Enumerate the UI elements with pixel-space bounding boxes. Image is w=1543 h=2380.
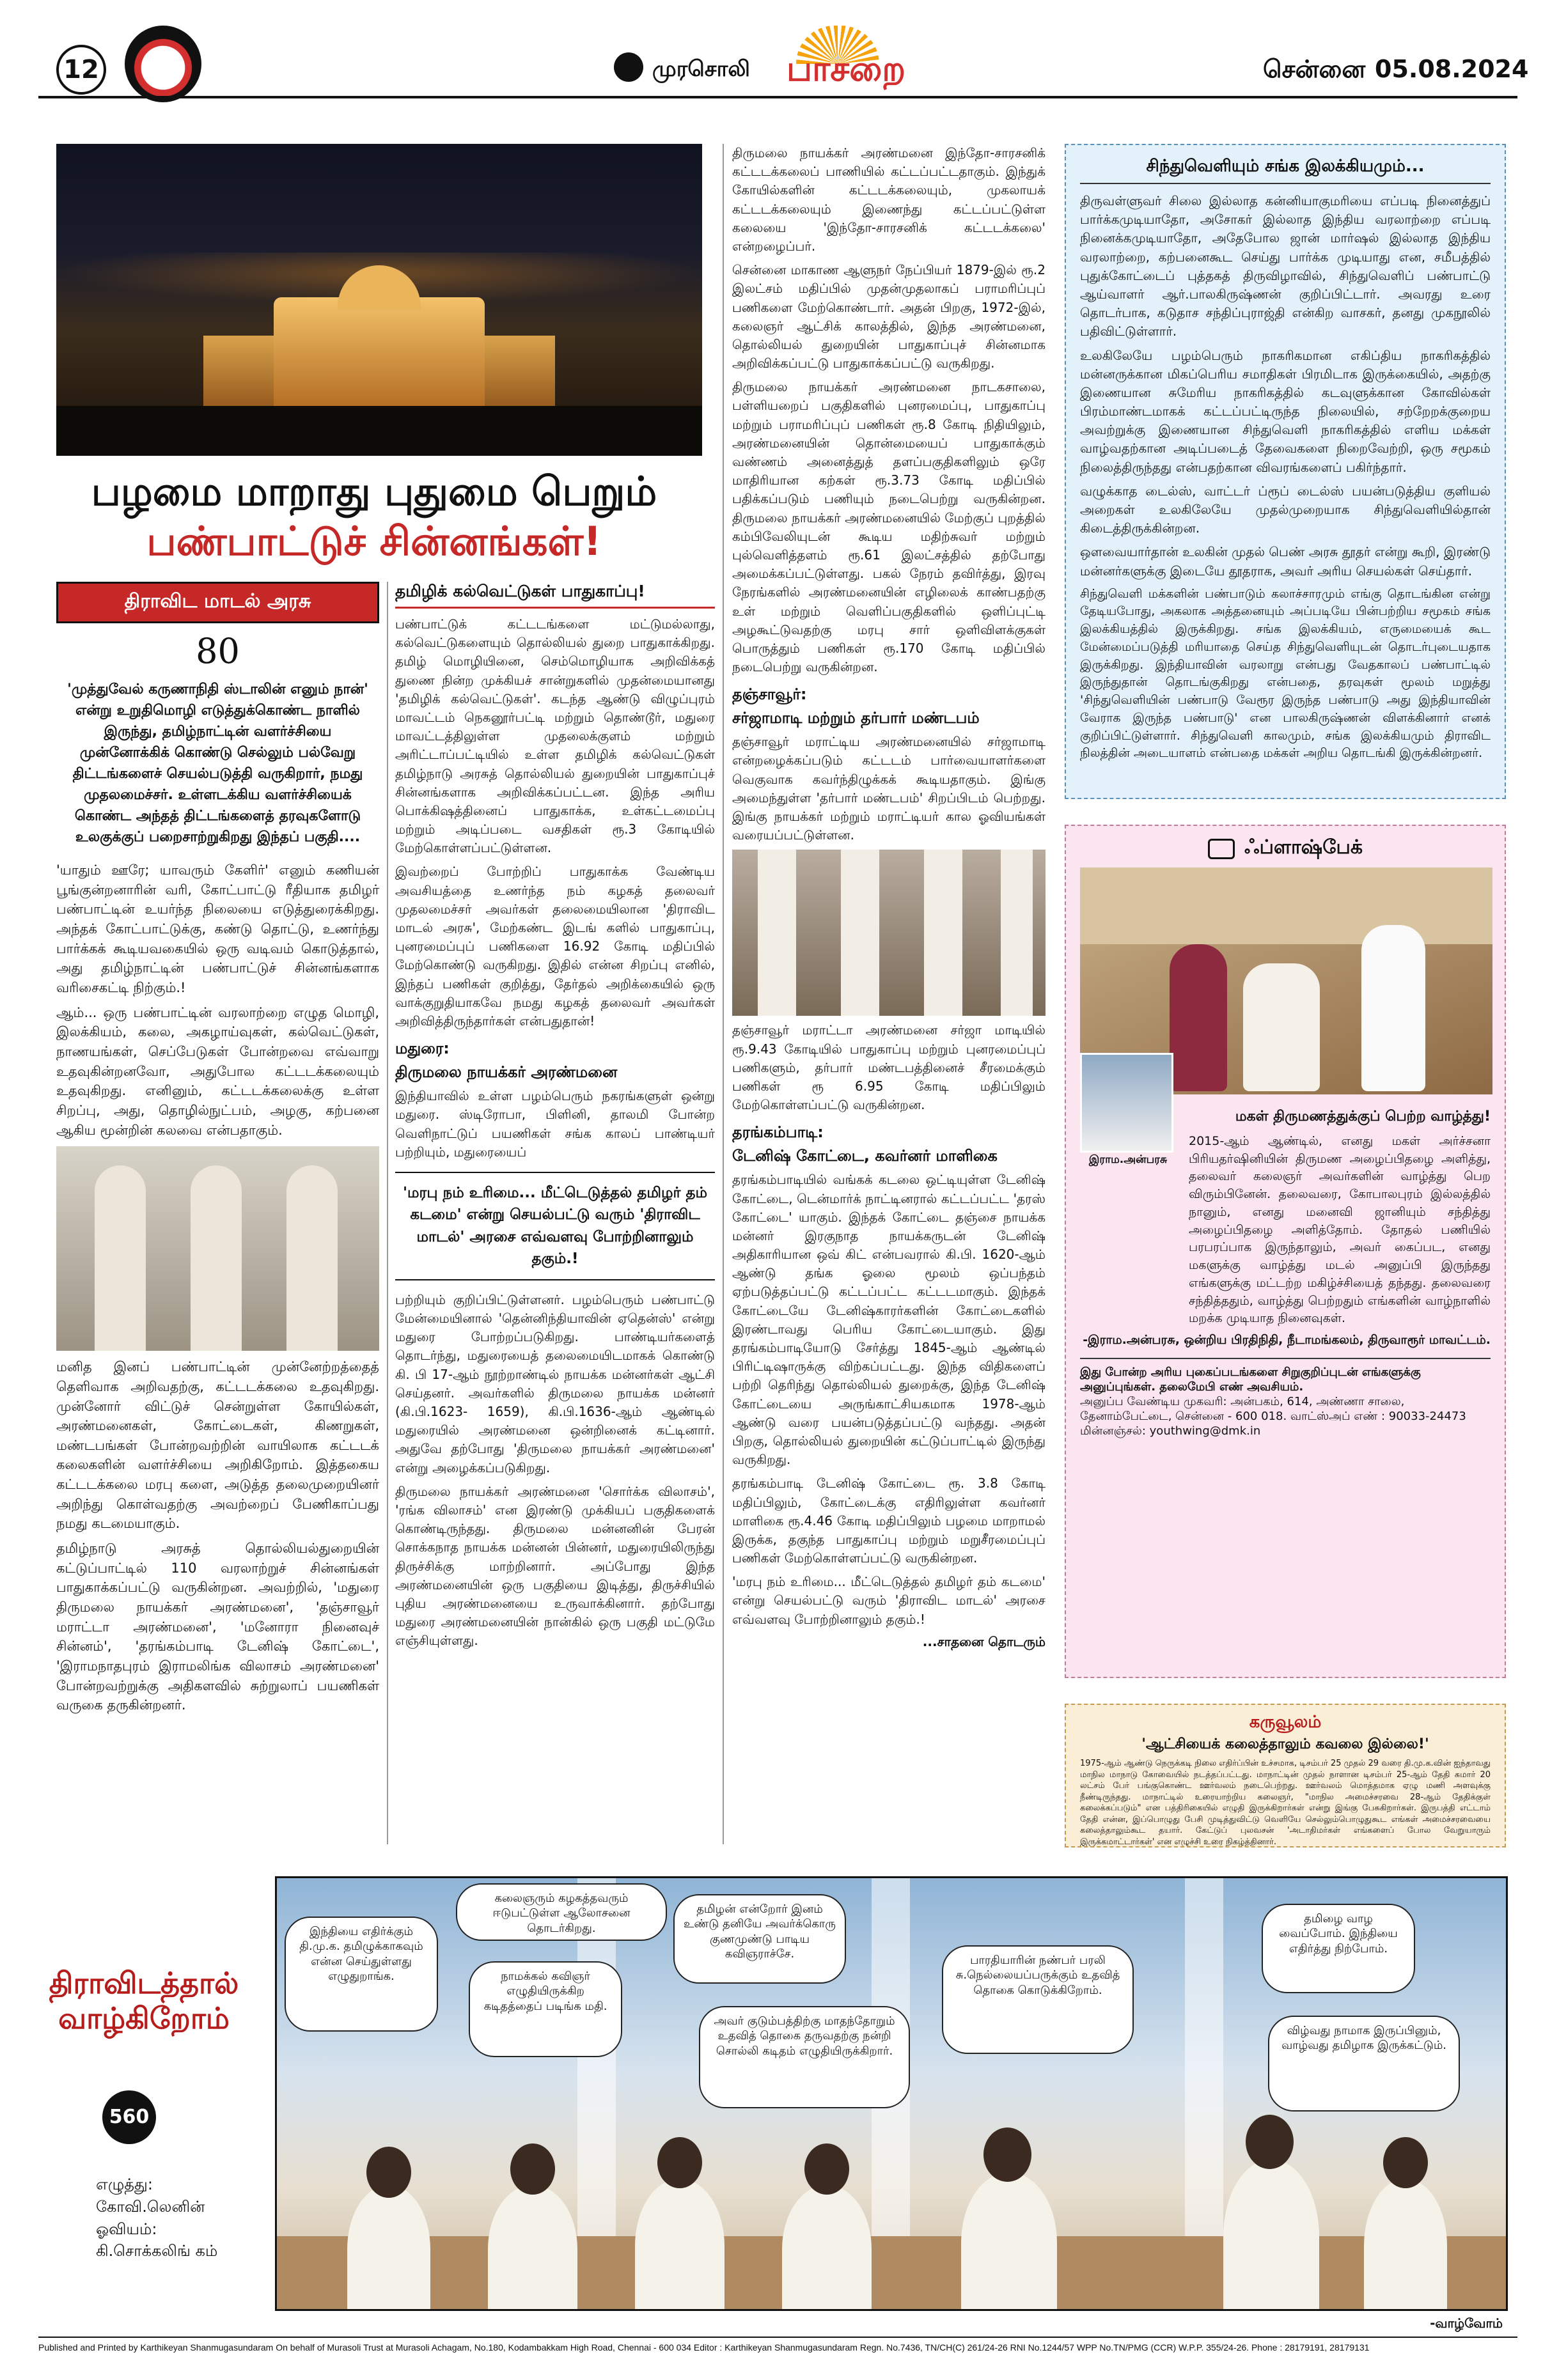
artist-label: ஓவியம்: [96,2220,157,2238]
flashback-box [1065,825,1506,1678]
speech-bubble-7: தமிழை வாழ வைப்போம். இந்தியை எதிர்த்து நிற்போம். [1262,1904,1415,1993]
karuvoolam-subtitle: 'ஆட்சியைக் கலைத்தாலும் கவலை இல்லை!' [1141,1736,1429,1752]
col2-para-5: திருமலை நாயக்கர் அரண்மனை 'சொர்க்க விலாசம்', 'ரங்க விலாசம்' என இரண்டு முக்கியப் பகுதிகளைக் கொண்டிருந்தது. திருமலை மன்னனின் பேரன் சொக்கநாத நாயக்க மன்னன் பின்னர், மதுரையிலிருந்து திருச்சிக்கு மாற்றினார். அப்போது இந்த அரண்மனையின் ஒரு பகுதியை இடித்து, திருச்சியில் புதிய அரண்மனையை உருவாக்கினார். தற்போது மதுரை அரண்மனையின் நான்கில் ஒரு பகுதி மட்டுமே எஞ்சியுள்ளது. [395,1483,715,1649]
brand-left: முரசொலி [652,56,750,82]
comic-title-line1: திராவிடத்தால் [49,1966,239,2000]
comic-credits [96,2174,217,2262]
col3-photo-caption: தஞ்சாவூர் மராட்டா அரண்மனை சர்ஜா மாடியில் ரூ.9.43 கோடியில் பாதுகாப்பு மற்றும் புனரமைப்புப் பணிகளும், தர்பார் மண்டபத்தினைச் சீரமைக்கும் பணிகள் ரூ 6.95 கோடி மதிப்பிலும் மேற்கொள்ளப்பட்டு வருகின்றன. [732,1022,1046,1113]
flashback-address: அனுப்ப வேண்டிய முகவரி: அன்பகம், 614, அண்ணா சாலை, தேனாம்பேட்டை, சென்னை - 600 018. வாட்ஸ்அப் எண் : 90033-24473 [1080,1395,1466,1424]
continued-note: ...சாதனை தொடரும் [922,1633,1046,1649]
col-divider-1 [387,582,388,1844]
speech-bubble-1: இந்தியை எதிர்க்கும் தி.மு.க. தமிழுக்காகவும் என்ன செய்துள்ளது எழுதுறாங்க. [285,1917,438,2032]
speech-bubble-6: பாரதியாரின் நண்பர் பரலி சு.நெல்லையப்பருக்கும் உதவித் தொகை கொடுக்கிறோம். [942,1945,1134,2054]
footer-rule [38,2337,1517,2338]
sarja-madi-photo [732,850,1046,1016]
speech-bubble-4: தமிழன் என்றோர் இனம் உண்டு தனியே அவர்க்கொரு குணமுண்டு பாடிய கவிஞராச்சே. [673,1894,846,1984]
col3-subhead-2: சர்ஜாமாடி மற்றும் தர்பார் மண்டபம் [732,709,980,727]
masthead [0,0,1543,96]
page-number: 12 [56,45,106,95]
sindhu-para-4: ஒளவையார்தான் உலகின் முதல் பெண் அரசு தூதர் என்று கூறி, இரண்டு மன்னர்களுக்கு இடையே தூதராக, அவர் அரிய செயல்கள் செய்தார். [1080,544,1491,579]
col1-para-1: 'யாதும் ஊரே; யாவரும் கேளிர்' எனும் கணியன் பூங்குன்றனாரின் வரி, கோட்பாட்டு ரீதியாக தமிழர் பண்பாட்டின் உயர்ந்த நிலையை எடுத்துரைக்கிறது. அந்தக் கோட்பாட்டுக்கு, கண்டு தொட்டு, உணர்ந்து பார்க்கக் கூடியவகையில் ஒரு வடிவம் கொடுத்தால், அது தமிழ்நாட்டின் பண்பாட்டுச் சின்னங்களாக வரிசைகட்டி நிற்கும்.! [56,862,379,995]
col2-subhead: மதுரை: [395,1039,450,1058]
col3-para-5: தரங்கம்பாடியில் வங்கக் கடலை ஒட்டியுள்ள டேனிஷ் கோட்டை, டென்மார்க் நாட்டினரால் கட்டப்பட்ட 'தரஸ் கோட்டை' யாகும். இந்தக் கோட்டை தஞ்சை நாயக்க மன்னர் இரகுநாத நாயக்கருடன் டேனிஷ் அதிகாரியான ஒவ் கிட் என்பவரால் கி.பி. 1620-ஆம் ஆண்டு தங்க ஓலை மூலம் ஒப்பந்தம் ஏற்படுத்தப்பட்டு கட்டப்பட்ட கட்டடமாகும். இந்தக் கோட்டையே டேனிஷ்காரர்களின் கோட்டைகளில் இரண்டாவது பெரிய கோட்டையாகும். இது தரங்கம்பாடியோடு சேர்த்து 1845-ஆம் ஆண்டில் பிரிட்டிஷாருக்கு விற்கப்பட்டது. இந்த விதிகளைப் பற்றி தெரிந்து தொல்லியல் துறைக்கு, இந்த டேனிஷ் கோட்டையை அருங்காட்சியகமாக 1978-ஆம் ஆண்டு வரை பயன்படுத்தப்பட்டு வந்தது. அதன் பிறகு, தொல்லியல் துறையின் கட்டுப்பாட்டில் இருந்து வருகிறது. [732,1172,1046,1468]
brand-main: பாசறை [787,49,906,89]
speech-bubble-5: அவர் குடும்பத்திற்கு மாதந்தோறும் உதவித் தொகை தருவதற்கு நன்றி சொல்லி கடிதம் எழுதியிருக்கிறார். [699,2006,910,2108]
col2-para-4: பற்றியும் குறிப்பிட்டுள்ளனர். பழம்பெரும் பண்பாட்டு மேன்மையினால் 'தென்னிந்தியாவின் ஏதென்ஸ்' என்று மதுரை போற்றப்படுகிறது. பாண்டியர்களைத் தொடர்ந்து, மதுரையைத் தலைமையிடமாகக் கொண்டு கி. பி 17-ஆம் நூற்றாண்டில் நாயக்க மன்னர்கள் ஆட்சி செய்தனர். அவர்களில் திருமலை நாயக்க மன்னர் (கி.பி.1623- 1659), கி.பி.1636-ஆம் ஆண்டில் மதுரையில் அரண்மனை ஒன்றினைக் கட்டினார். அதுவே தற்போது 'திருமலை நாயக்கர் அரண்மனை' என்று அழைக்கப்படுகிறது. [395,1291,715,1475]
karuvoolam-title: கருவூலம் [1249,1713,1322,1732]
headline-line1: பழமை மாறாது புதுமை பெறும் [91,468,657,515]
flashback-signature: -இராம.அன்பரசு, ஒன்றிய பிரதிநிதி, நீடாமங்கலம், திருவாரூர் மாவட்டம். [1083,1333,1491,1348]
column-1 [56,582,379,1720]
pull-quote: 'மரபு நம் உரிமை... மீட்டெடுத்தல் தமிழர் தம் கடமை' என்று செயல்பட்டு வரும் 'திராவிட மாடல்' அரசை எவ்வளவு போற்றினாலும் தகும்.! [395,1172,715,1280]
series-intro: 'முத்துவேல் கருணாநிதி ஸ்டாலின் எனும் நான்' என்று உறுதிமொழி எடுத்துக்கொண்ட நாளில் இருந்து, தமிழ்நாட்டின் வளர்ச்சியை முன்னோக்கிக் கொண்டு செல்லும் பல்வேறு திட்டங்களைச் செயல்படுத்தி வருகிறார், நமது முதலமைச்சர். உள்ளடக்கிய வளர்ச்சியைக் கொண்ட அந்தத் திட்டங்களைத் தரவுகளோடு உலகுக்குப் பறைசாற்றுகிறது இந்தப் பகுதி.... [67,681,368,845]
masthead-rule [38,96,1517,98]
contributor-portrait [1080,1053,1173,1153]
col3-subhead-4: டேனிஷ் கோட்டை, கவர்னர் மாளிகை [732,1147,998,1165]
party-emblem [125,26,201,102]
flashback-para: 2015-ஆம் ஆண்டில், எனது மகள் அர்ச்சனா பிரியதர்ஷினியின் திருமண அழைப்பிதழை அளித்து, தலைவர் கலைஞர் அவர்களின் வாழ்த்து பெற விரும்பினேன். தலைவரை, கோபாலபுரம் இல்லத்தில் நானும், எனது மனைவி ஜானியும் சந்தித்து அழைப்பிதழை அளித்தோம். தோதல் பணியில் பரபரப்பாக இருந்தாலும், அவர் கைப்பட, எனது மகளுக்கு வாழ்த்து மடல் அனுப்பி இருந்தது எங்களுக்கு மட்டற்ற மகிழ்ச்சியைத் தந்தது. தலைவரை சந்தித்ததும், வாழ்த்து பெற்றதும் எங்களின் வாழ்நாளில் மறக்க முடியாத நினைவுகள். [1189,1134,1491,1326]
writer-label: எழுத்து: [96,2175,153,2193]
contributor-name: இராம.அன்பரசு [1088,1153,1168,1166]
col2-para-3: இந்தியாவில் உள்ள பழம்பெரும் நகரங்களுள் ஒன்று மதுரை. ஸ்டிரோபா, பிளினி, தாலமி போன்ற வெளிநாட்டுப் பயணிகள் சங்க காலப் பாண்டியர் பற்றியும், மதுரையைப் [395,1088,715,1160]
comic-episode: 560 [102,2090,156,2144]
col1-para-4: தமிழ்நாடு அரசுத் தொல்லியல்துறையின் கட்டுப்பாட்டில் 110 வரலாற்றுச் சின்னங்கள் பாதுகாக்கப்பட்டு வருகின்றன. அவற்றில், 'மதுரை திருமலை நாயக்கர் அரண்மனை', 'தஞ்சாவூர் மராட்டா அரண்மனை', 'மனோரா நினைவுச் சின்னம்', 'தரங்கம்பாடி டேனிஷ் கோட்டை', 'இராமநாதபுரம் இராமலிங்க விலாசம் அரண்மனை' போன்றவற்றுக்கு அதிகளவில் சுற்றுலாப் பயணிகள் வருகை தருகின்றனர். [56,1541,379,1713]
speech-bubble-8: விழ்வது நாமாக இருப்பினும், வாழ்வது தமிழாக இருக்கட்டும். [1268,2016,1460,2112]
sindhu-para-5: சிந்துவெளி மக்களின் பண்பாடும் கலாச்சாரமும் எங்கு தொடங்கின என்று தேடியபோது, அகலாக அத்தனையும் அப்படியே பின்பற்றிய சமூகம் சங்க இலக்கியத்தில் இருக்கிறது. சங்க இலக்கியம், எருமையைக் கூட மேன்மைப்படுத்தி மரியாதை செய்த சிந்துவெளியுடன் தொடர்புடையதாக இருக்கிறது. இந்தியாவின் வரலாறு என்பது வேதகாலப் பண்பாட்டில் இருந்துதான் தொடங்குகிறது என்பதை, தரவுகள் மூலம் மறுத்து 'சிந்துவெளியின் பண்பாடு வேரூர இருந்த பண்பாடு அது இந்தியாவின் வேராக இருந்த பண்பாடு' என பாலகிருஷ்ணன் விளக்கினார் எனக் குறிப்பிட்டுள்ளார். சிந்துவெளி காலமும், சங்க இலக்கியமும் திராவிட நிலத்தின் அடையாளம் என்பதை மக்கள் அறிய தொடங்கி இருக்கின்றனர். [1080,586,1491,761]
corridor-restoration-photo [56,1146,379,1351]
col2-section-head: தமிழிக் கல்வெட்டுகள் பாதுகாப்பு! [395,582,715,609]
col3-subhead: தஞ்சாவூர்: [732,685,807,704]
column-2 [395,582,715,1655]
flashback-note: இது போன்ற அரிய புகைப்படங்களை சிறுகுறிப்புடன் எங்களுக்கு அனுப்புங்கள். தலைமேபி எண் அவசியம். [1080,1365,1421,1394]
col2-para-1: பண்பாட்டுக் கட்டடங்களை மட்டுமல்லாது, கல்வெட்டுகளையும் தொல்லியல் துறை பாதுகாக்கிறது. தமிழ் மொழியினை, செம்மொழியாக அறிவிக்கத் துணை நின்ற முக்கியச் சான்றுகளில் முதன்மையானது 'தமிழிக் கல்வெட்டுகள்'. கடந்த ஆண்டு விழுப்புரம் மாவட்டம் நெகனூர்பட்டி மற்றும் தொண்டூர், மதுரை மாவட்டத்திலுள்ள முதலைக்குளம் மற்றும் அரிட்டாப்பட்டியில் உள்ள தமிழிக் கல்வெட்டுகள் தமிழ்நாடு அரசுத் தொல்லியல் துறையின் பாதுகாப்புச் சின்னங்களாக அறிவிக்கப்பட்டன. இந்த அரிய பொக்கிஷத்தினைப் பாதுகாக்க, உள்கட்டமைப்பு மற்றும் அடிப்படை வசதிகள் ரூ.3 கோடியில் மேற்கொள்ளப்பட்டுள்ளன. [395,616,715,856]
headline-line2: பண்பாட்டுச் சின்னங்கள்! [146,517,602,564]
sindhu-para-2: உலகிலேயே பழம்பெரும் நாகரிகமான எகிப்திய நாகரிகத்தில் மன்னருக்கான மிகப்பெரிய சமாதிகள் பிரமிடாக இருக்கையில், அதற்கு இணையான சுமேரிய நாகரிகத்தில் கடவுளுக்கான கோவில்கள் பிரம்மாண்டமாகக் கட்டப்பட்டிருந்த நிலையில், சற்றேறக்குறைய அவற்றுக்கு இணையான சிந்துவெளி நாகரிகத்தில் எளிய மக்கள் வாழ்வதற்கான அடிப்படைத் தேவைகளை நிறைவேற்றி, ஒரு சமூகம் நிலைத்திருந்தது என்பதற்கான விவரங்களைப் பகிர்ந்தார். [1080,347,1491,475]
col1-para-3: மனித இனப் பண்பாட்டின் முன்னேற்றத்தைத் தெளிவாக அறிவதற்கு, கட்டடக்கலை உதவுகிறது. முன்னோர் விட்டுச் சென்றுள்ள கோயில்கள், அரண்மனைகள், கோட்டைகள், கிணறுகள், மண்டபங்கள் போன்றவற்றின் வாயிலாக கட்டடக் கலைகளின் வளர்ச்சியை அறிகிறோம். இத்தகைய கட்டடக்கலை மரபு களை, அடுத்த தலைமுறையினர் அறிந்து கொள்வதற்கு அவற்றைப் பேணிகாப்பது நமது கடமையாகும். [56,1359,379,1532]
artist-name: கி.சொக்கலிங் கம் [96,2242,218,2260]
col3-para-7: 'மரபு நம் உரிமை... மீட்டெடுத்தல் தமிழர் தம் கடமை' என்று செயல்பட்டு வரும் 'திராவிட மாடல்' அரசை எவ்வளவு போற்றினாலும் தகும்.! [732,1574,1046,1627]
col2-para-2: இவற்றைப் போற்றிப் பாதுகாக்க வேண்டிய அவசியத்தை உணர்ந்த நம் கழகத் தலைவர் முதலமைச்சர் அவர்கள் தலைமையிலான 'திராவிட மாடல் அரசு', மேற்கண்ட இடங் களில் பாதுகாப்பு, புனரமைப்புப் பணிகளை 16.92 கோடி மதிப்பில் மேற்கொண்டு வருகிறது. இதில் என்ன சிறப்பு எனில், இந்தப் பணிகள் குறித்து, தேர்தல் அறிக்கையில் ஒரு வாக்குறுதியாகவே நமது கழகத் தலைவர் அவர்கள் அறிவித்திருந்தார்கள் என்பதுதான்! [395,864,715,1029]
col3-subhead-3: தரங்கம்பாடி: [732,1123,824,1142]
speech-bubble-2: கலைஞரும் கழகத்தவரும் ஈடுபட்டுள்ள ஆலோசனை தொடர்கிறது. [456,1883,667,1941]
speech-bubble-3: நாமக்கல் கவிஞர் எழுதியிருக்கிற கடிதத்தைப் படிங்க மதி. [469,1961,622,2057]
sindhu-title: சிந்துவெளியும் சங்க இலக்கியமும்... [1080,157,1491,184]
flashback-title: ஃப்ளாஷ்பேக் [1244,836,1363,859]
comic-panel [275,1876,1508,2311]
flashback-header [1080,836,1491,861]
col2-subhead-2: திருமலை நாயக்கர் அரண்மனை [395,1063,618,1082]
col3-para-1: திருமலை நாயக்கர் அரண்மனை இந்தோ-சாரசனிக் கட்டடக்கலைப் பாணியில் கட்டப்பட்டதாகும். இந்துக் கோயில்களின் கட்டடக்கலையும், முகலாயக் கட்டடக்கலையும் இணைந்து கட்டப்பட்டுள்ள கலையை 'இந்தோ-சாரசனிக் கட்டடக்கலை' என்றழைப்பர். [732,145,1046,254]
col1-para-2: ஆம்... ஒரு பண்பாட்டின் வரலாற்றை எழுத மொழி, இலக்கியம், கலை, அகழாய்வுகள், கல்வெட்டுகள், நாணயங்கள், செப்பேடுகள் போன்றவை எவ்வாறு உதவுகின்றனவோ, அதுபோல கட்டடக்கலையும் உதவுகிறது. எனினும், கட்டடக்கலைக்கு உள்ள சிறப்பு, அது, தொழில்நுட்பம், அழகு, கற்பனை ஆகிய மூன்றின் கலவை என்பதாகும். [56,1004,379,1138]
col3-para-3: திருமலை நாயக்கர் அரண்மனை நாடகசாலை, பள்ளியறைப் பகுதிகளில் புனரமைப்பு, பாதுகாப்பு மற்றும் பராமரிப்புப் பணிகள் ரூ.8 கோடி நிதியிலும், அரண்மனையின் தொன்மையைப் பாதுகாக்கும் வண்ணம் அனைத்துத் தளப்பகுதிகளிலும் ஒரே மாதிரியான கற்கள் ரூ.3.73 கோடி மதிப்பில் பதிக்கப்படும் பணியும் நடைபெற்று வருகின்றன. திருமலை நாயக்கர் அரண்மனையில் மேற்குப் புறத்தில் கம்பிவேலியுடன் கூடிய மதிற்சுவர் மற்றும் புல்வெளித்தளம் ரூ.61 இலட்சத்தில் தற்போது அமைக்கப்பட்டுள்ளது. பகல் நேரம் தவிர்த்து, இரவு நேரங்களில் அரண்மனையின் எழிலைக் காண்பதற்கு உள் மற்றும் வெளிப்பகுதிகளில் ஒளிப்புட்டி அழகூட்டுவதற்கு மரபு சார் ஒளிவிளக்குகள் பொருத்தும் பணிகள் ரூ.170 கோடி மதிப்பில் நடைபெற்று வருகின்றன. [732,379,1046,675]
flashback-email: மின்னஞ்சல்: youthwing@dmk.in [1080,1424,1261,1438]
sindhu-box [1065,144,1506,799]
headline [38,467,710,566]
series-number: 80 [196,631,240,671]
col3-para-6: தரங்கம்பாடி டேனிஷ் கோட்டை ரூ. 3.8 கோடி மதிப்பிலும், கோட்டைக்கு எதிரிலுள்ள கவர்னர் மாளிகை ரூ.4.46 கோடி மதிப்பிலும் பழமை மாறாமல் இருக்க, தகுந்த பாதுகாப்பு மற்றும் மறுசீரமைப்புப் பணிகள் மேற்கொள்ளப்பட்டு வருகின்றன. [732,1475,1046,1566]
sindhu-para-1: திருவள்ளுவர் சிலை இல்லாத கன்னியாகுமரியை எப்படி நினைத்துப் பார்க்கமுடியாதோ, அசோகர் இல்லாத இந்திய வரலாற்றை எப்படி நினைக்கமுடியாதோ, அதேபோல ஜான் மார்ஷல் இல்லாத இந்திய வரலாற்றை, கற்பனைகூட செய்து பார்க்க முடியாது என, சமீபத்தில் புதுக்கோட்டைப் புத்தகத் திருவிழாவில், சிந்துவெளிப் பண்பாட்டு ஆய்வாளர் ஆர்.பாலகிருஷ்ணன் குறிப்பிட்டார். அவரது உரை தொடர்பாக, கடுதாச சந்திப்புராஜ்தி என்கிற வாசகர், தனது முகநூலில் பதிவிட்டுள்ளார். [1080,193,1491,339]
comic-title-line2: வாழ்கிறோம் [58,2001,230,2036]
sindhu-para-3: வழுக்காத டைல்ஸ், வாட்டர் ப்ரூப் டைல்ஸ் பயன்படுத்திய குளியல் அறைகள் உலகிலேயே முதல்முறையாக சிந்துவெளியில்தான் கிடைத்திருக்கின்றன. [1080,483,1491,536]
col3-para-2: சென்னை மாகாண ஆளுநர் நேப்பியர் 1879-இல் ரூ.2 இலட்சம் மதிப்பில் முதன்முதலாகப் பராமரிப்புப் பணிகளை மேற்கொண்டார். அதன் பிறகு, 1972-இல், கலைஞர் ஆட்சிக் காலத்தில், இந்த அரண்மனை, தொல்லியல் துறையின் பாதுகாப்புச் சின்னமாக அறிவிக்கப்பட்டு பாதுகாக்கப்பட்டு வருகிறது. [732,262,1046,371]
column-3 [732,144,1046,1651]
flashback-caption: மகள் திருமணத்துக்குப் பெற்ற வாழ்த்து! [1235,1108,1491,1124]
writer-name: கோவி.லெனின் [96,2197,205,2216]
issue-date: 05.08.2024 [1375,55,1529,83]
camera-icon [1208,839,1235,859]
karuvoolam-para: 1975-ஆம் ஆண்டு நெருக்கடி நிலை எதிர்ப்பின் உச்சமாக, டிசம்பர் 25 முதல் 29 வரை தி.மு.க.வின் ஐந்தாவது மாநில மாநாடு கோவையில் நடத்தப்பட்டது. மாநாட்டின் முதல் நாளான டிசம்பர் 25-ஆம் தேதி சுமார் 20 லட்சம் பேர் பங்குகொண்ட ஊர்வலம் நடைபெற்றது. ஊர்வலம் மொத்தமாக ஏழு மணி அளவுக்கு நீண்டிருந்தது. மாநாட்டில் உரையாற்றிய கலைஞர், "மாநில அமைச்சரவை 28-ஆம் தேதிக்குள் கலைக்கப்படும்" என பத்திரிகையில் எழுதி இருக்கிறார்கள் என்று இங்கு பேசுகிறார்கள். இருபத்தி எட்டாம் தேதி என்ன, இப்பொழுது பேசி முடித்துவிட்டு வெளியே செல்லும்பொழுதுகூட எங்கள் அமைச்சரவையை கலைத்தாலும்கூட தயார். கேட்டுப் புலவசன் 'அடாதிமர்கள் எங்களைப் போல வேறுயாரும் இருக்கமாட்டார்கள்' என எழுச்சி உரை நிகழ்த்தினார். [1080,1759,1491,1847]
col-divider-2 [723,144,724,1844]
city: சென்னை [1263,55,1366,83]
comic-signoff: -வாழ்வோம் [1430,2315,1503,2331]
comic-title [38,1966,249,2036]
murasoli-drum-icon [614,52,643,82]
col3-para-4: தஞ்சாவூர் மராட்டிய அரண்மனையில் சர்ஜாமாடி என்றழைக்கப்படும் கட்டடம் பார்வையாளர்களை வெகுவாக கவர்ந்திழுக்கக் கூடியதாகும். இங்கு அமைந்துள்ள 'தர்பார் மண்டபம்' சிறப்பிடம் பெற்றது. இங்கு நாயக்கர் மற்றும் மராட்டியர் கால ஓவியங்கள் வரையப்பட்டுள்ளன. [732,734,1046,843]
footer-imprint: Published and Printed by Karthikeyan Shanmugasundaram On behalf of Murasoli Trust at Murasoli Achagam, No.180, Kodambakkam High Road, Chennai - 600 034 Editor : Karthikeyan Shanmugasundaram Regn. No.7436, TN/CH(C) 261/24-26 RNI No.1244/57 WPP No.TN/PMG (CCR) W.P.P. 355/24-26. Phone : 28179191, 28179131 [38,2342,1370,2353]
karuvoolam-box [1065,1704,1506,1847]
series-tag: திராவிட மாடல் அரசு [56,582,379,623]
palace-night-photo [56,144,702,456]
